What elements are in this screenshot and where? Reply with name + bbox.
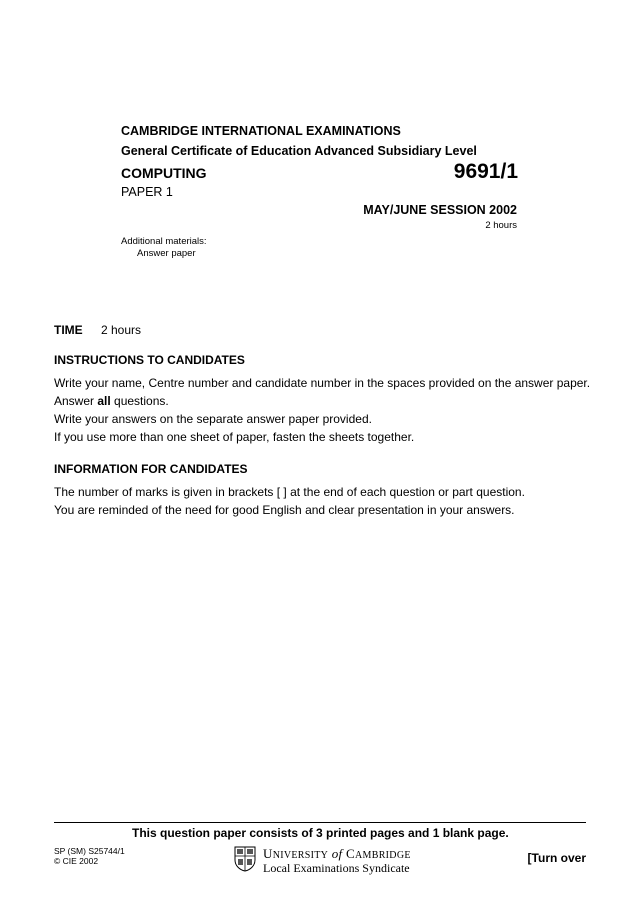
university-crest-icon <box>234 846 256 872</box>
exam-duration: 2 hours <box>485 220 517 231</box>
information-line-1: The number of marks is given in brackets [ ] at the end of each question or part question. <box>54 485 525 499</box>
paper-reference: SP (SM) S25744/1 <box>54 846 125 856</box>
syndicate-name: Local Examinations Syndicate <box>263 861 410 875</box>
cambridge-initial: C <box>346 846 356 861</box>
information-line-2: You are reminded of the need for good English and clear presentation in your answers. <box>54 503 515 517</box>
information-heading: INFORMATION FOR CANDIDATES <box>54 462 248 476</box>
instruction-line-2-pre: Answer <box>54 394 98 408</box>
qualification-level: General Certificate of Education Advanced Subsidiary Level <box>121 144 477 158</box>
instruction-line-1: Write your name, Centre number and candidate number in the spaces provided on the answer paper. <box>54 376 591 390</box>
turn-over-label: [Turn over <box>527 851 586 865</box>
instruction-line-4: If you use more than one sheet of paper, fasten the sheets together. <box>54 430 415 444</box>
additional-materials-label: Additional materials: <box>121 236 207 247</box>
exam-session: MAY/JUNE SESSION 2002 <box>363 203 517 217</box>
additional-materials-item: Answer paper <box>137 248 196 259</box>
footer-rule <box>54 822 586 823</box>
university-name-of: of <box>331 846 343 861</box>
university-name-initial: U <box>263 846 273 861</box>
exam-board: CAMBRIDGE INTERNATIONAL EXAMINATIONS <box>121 124 401 138</box>
time-label: TIME <box>54 323 83 337</box>
paper-number: PAPER 1 <box>121 185 173 199</box>
instruction-line-2-emphasis: all <box>97 394 111 408</box>
cambridge-rest: AMBRIDGE <box>355 850 411 861</box>
subject-title: COMPUTING <box>121 165 207 181</box>
copyright-notice: © CIE 2002 <box>54 856 99 866</box>
pages-note: This question paper consists of 3 printed pages and 1 blank page. <box>132 826 509 840</box>
university-name-rest: NIVERSITY <box>272 850 329 861</box>
paper-code: 9691/1 <box>453 160 518 183</box>
instruction-line-2-post: questions. <box>110 394 169 408</box>
instruction-line-3: Write your answers on the separate answer paper provided. <box>54 412 372 426</box>
university-name <box>263 846 411 862</box>
instructions-heading: INSTRUCTIONS TO CANDIDATES <box>54 353 245 367</box>
time-value: 2 hours <box>101 323 142 337</box>
instruction-line-2 <box>54 394 169 408</box>
